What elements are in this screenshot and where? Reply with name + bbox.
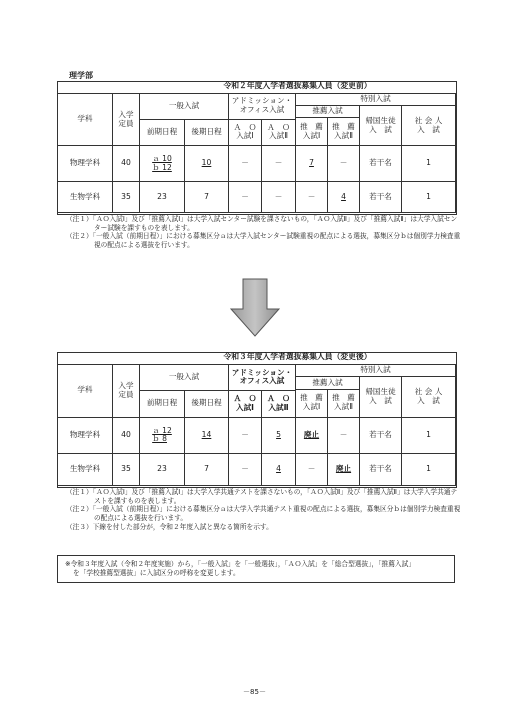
header-returnee: 帰国生徒 入 試 xyxy=(360,106,402,146)
cell-dept: 生物学科 xyxy=(58,453,113,485)
header-second: 後期日程 xyxy=(185,119,229,146)
header-ao2: Ａ Ｏ 入試Ⅱ xyxy=(262,390,296,417)
cell-rec2: 4 xyxy=(328,182,360,213)
cell-quota: 35 xyxy=(113,453,140,485)
cell-adult: 1 xyxy=(402,453,456,485)
note: （注３）下線を付した部分が，令和２年度入試と異なる箇所を示す。 xyxy=(66,522,273,531)
footnote-line: ※令和３年度入試（令和２年度実施）から，「一般入試」を「一般選抜」，「ＡＯ入試」を「総合型選抜」，「推薦入試」 xyxy=(65,560,415,568)
cell-dept: 物理学科 xyxy=(58,146,113,182)
cell-rec1: － xyxy=(296,453,328,485)
cell-ao2: － xyxy=(262,146,296,182)
header-rec1: 推 薦 入試Ⅰ xyxy=(296,390,328,417)
cell-returnee: 若干名 xyxy=(360,182,402,213)
note: （注１）「ＡＯ入試Ⅰ」及び「推薦入試Ⅰ」は大学入学共通テストを課さないもの，「ＡＯ入試Ⅱ」及び「推薦入試Ⅱ」は大学入学共通テストを課すものを表します。 xyxy=(66,488,458,505)
header-dept: 学科 xyxy=(58,93,113,145)
cell-second: 14 xyxy=(185,417,229,453)
cell-rec1: － xyxy=(296,182,328,213)
header-quota: 入学 定員 xyxy=(113,93,140,145)
caption-spacer xyxy=(58,352,140,364)
footnote-line: を「学校推薦型選抜」に入試区分の呼称を変更します。 xyxy=(73,569,240,578)
cell-returnee: 若干名 xyxy=(360,453,402,485)
table-after-caption: 令和３年度入学者選抜募集人員（変更後） xyxy=(140,352,456,364)
cell-ao1: － xyxy=(229,182,262,213)
cell-ao1: － xyxy=(229,146,262,182)
header-recommend: 推薦入試 xyxy=(296,377,360,389)
table-row xyxy=(58,417,456,453)
table-row xyxy=(58,453,456,485)
table-row xyxy=(58,146,456,182)
header-ao: アドミッション・ オフィス入試 xyxy=(229,364,296,390)
table-after xyxy=(57,352,456,486)
cell-returnee: 若干名 xyxy=(360,417,402,453)
cell-ao2: 5 xyxy=(262,417,296,453)
footnote-box xyxy=(57,555,455,583)
table-before xyxy=(57,81,456,213)
header-first: 前期日程 xyxy=(140,390,185,417)
header-second: 後期日程 xyxy=(185,390,229,417)
page-number: －85－ xyxy=(243,688,266,696)
notes-after xyxy=(66,488,461,532)
header-special: 特別入試 xyxy=(296,364,456,376)
cell-rec2: 廃止 xyxy=(328,453,360,485)
header-dept: 学科 xyxy=(58,364,113,417)
cell-second: 7 xyxy=(185,453,229,485)
note: （注２）「一般入試（前期日程）」における募集区分ａは大学入試センター試験重視の配点による選抜，募集区分ｂは個別学力検査重視の配点による選抜を行います。 xyxy=(66,232,461,250)
cell-adult: 1 xyxy=(402,146,456,182)
cell-dept: 物理学科 xyxy=(58,417,113,453)
header-rec2: 推 薦 入試Ⅱ xyxy=(332,393,355,412)
header-ao: アドミッション・ オフィス入試 xyxy=(229,93,296,119)
cell-ao1: － xyxy=(229,453,262,485)
cell-rec1: 7 xyxy=(296,146,328,182)
header-recommend: 推薦入試 xyxy=(296,106,360,118)
header-adult: 社 会 人 入 試 xyxy=(402,377,456,417)
note: （注１）「ＡＯ入試Ⅰ」及び「推薦入試Ⅰ」は大学入試センター試験を課さないもの，「ＡＯ入試Ⅱ」及び「推薦入試Ⅱ」は大学入試センター試験を課すものを表します。 xyxy=(66,215,458,232)
header-quota: 入学 定員 xyxy=(113,364,140,417)
cell-second: 10 xyxy=(185,146,229,182)
note: （注２）「一般入試（前期日程）」における募集区分ａは大学入学共通テスト重視の配点による選抜，募集区分ｂは個別学力検査重視の配点による選抜を行います。 xyxy=(66,505,461,523)
cell-quota: 40 xyxy=(113,146,140,182)
header-rec1: 推 薦 入試Ⅰ xyxy=(296,118,328,145)
cell-ao2: 4 xyxy=(262,453,296,485)
department-label: 理学部 xyxy=(69,71,93,80)
notes-before xyxy=(66,215,461,250)
header-rec-sub-pair xyxy=(296,118,360,146)
header-first: 前期日程 xyxy=(140,119,185,146)
header-ao1: Ａ Ｏ 入試Ⅰ xyxy=(229,390,262,417)
header-general: 一般入試 xyxy=(140,93,229,119)
header-general: 一般入試 xyxy=(140,364,229,390)
cell-quota: 35 xyxy=(113,182,140,213)
cell-first: 23 xyxy=(140,182,185,213)
cell-ao2: － xyxy=(262,182,296,213)
cell-rec2: － xyxy=(328,417,360,453)
header-ao2: Ａ Ｏ 入試Ⅱ xyxy=(262,119,296,146)
header-rec-sub-pair xyxy=(296,389,360,417)
caption-spacer xyxy=(58,81,140,93)
header-returnee: 帰国生徒 入 試 xyxy=(360,377,402,417)
table-row xyxy=(58,182,456,213)
table-before-caption: 令和２年度入学者選抜募集人員（変更前） xyxy=(140,81,456,93)
header-special: 特別入試 xyxy=(296,93,456,105)
cell-second: 7 xyxy=(185,182,229,213)
cell-first: $\frac{\text{ａ 12}}{\text{ｂ 8}}$ xyxy=(140,417,185,453)
cell-first: $\frac{\text{ａ 10}}{\text{ｂ 12}}$ xyxy=(140,146,185,182)
cell-rec1: 廃止 xyxy=(296,417,328,453)
cell-ao1: － xyxy=(229,417,262,453)
cell-dept: 生物学科 xyxy=(58,182,113,213)
cell-first: 23 xyxy=(140,453,185,485)
header-adult: 社 会 人 入 試 xyxy=(402,106,456,146)
cell-adult: 1 xyxy=(402,182,456,213)
cell-adult: 1 xyxy=(402,417,456,453)
down-arrow-icon xyxy=(229,278,281,338)
cell-rec2: － xyxy=(328,146,360,182)
cell-returnee: 若干名 xyxy=(360,146,402,182)
header-rec2: 推 薦 入試Ⅱ xyxy=(332,122,355,140)
header-ao1: Ａ Ｏ 入試Ⅰ xyxy=(229,119,262,146)
cell-quota: 40 xyxy=(113,417,140,453)
